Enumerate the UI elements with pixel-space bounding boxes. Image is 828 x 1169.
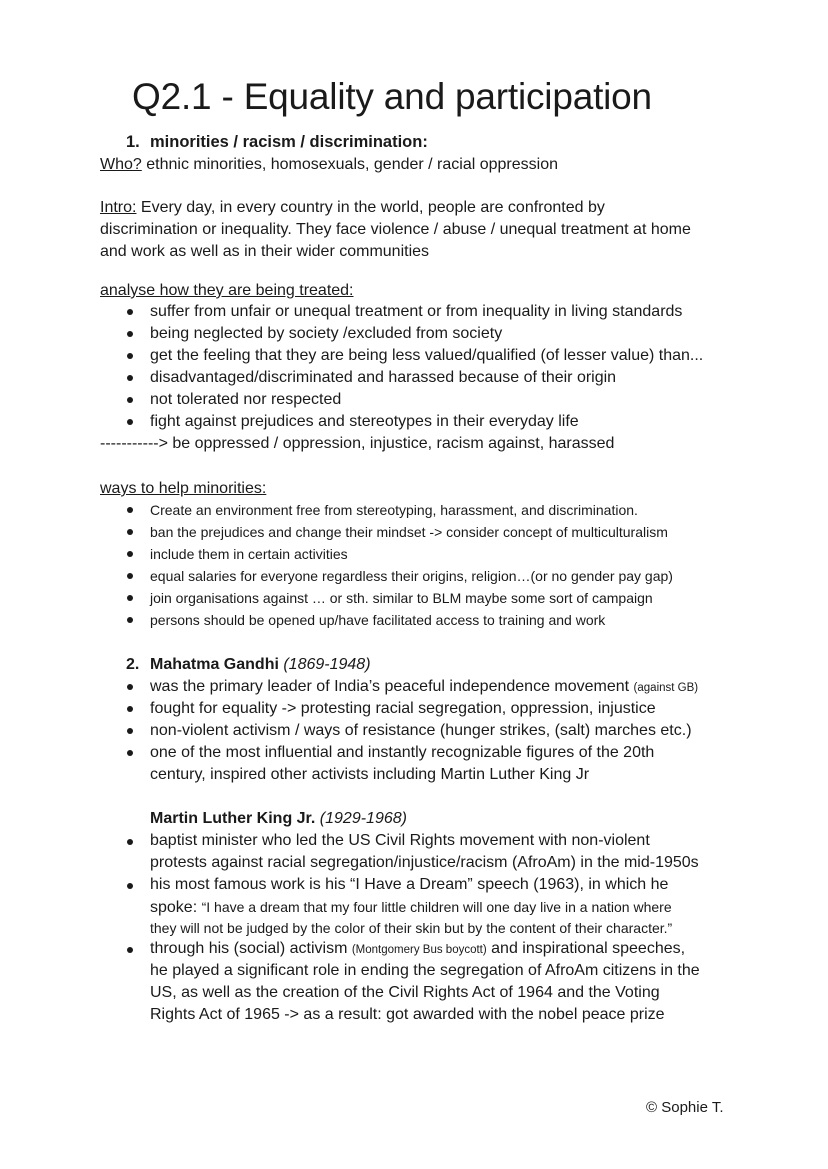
section1-number: 1. [126, 133, 140, 151]
mlk-item-continued: Rights Act of 1965 -> as a result: got awarded with the nobel peace prize [150, 1006, 665, 1023]
mlk-item [150, 939, 685, 960]
mlk-item-continued: US, as well as the creation of the Civil Rights Act of 1964 and the Voting [150, 984, 660, 1001]
mlk-item-continued: protests against racial segregation/injustice/racism (AfroAm) in the mid-1950s [150, 854, 699, 871]
mlk-item-text: through his (social) activism [150, 940, 352, 957]
intro-line: discrimination or inequality. They face violence / abuse / unequal treatment at home [100, 221, 691, 238]
who-line [100, 155, 558, 175]
ways-item: ban the prejudices and change their mindset -> consider concept of multiculturalism [150, 524, 668, 540]
bullet-icon [127, 419, 133, 425]
analyse-item: suffer from unfair or unequal treatment or from inequality in living standards [150, 303, 683, 320]
ways-label: ways to help minorities: [100, 480, 267, 497]
who-text: ethnic minorities, homosexuals, gender / racial oppression [141, 156, 559, 173]
ways-item: Create an environment free from stereotyping, harassment, and discrimination. [150, 502, 638, 518]
bullet-icon [127, 331, 133, 337]
bullet-icon [127, 839, 133, 845]
analyse-item: being neglected by society /excluded from society [150, 325, 503, 342]
gandhi-dates: (1869-1948) [278, 656, 371, 673]
bullet-icon [127, 883, 133, 889]
mlk-item: his most famous work is his “I Have a Dream” speech (1963), in which he [150, 876, 669, 893]
bullet-icon [127, 595, 133, 601]
section2-number: 2. [126, 656, 140, 673]
who-label: Who? [100, 156, 142, 173]
ways-item: include them in certain activities [150, 546, 348, 562]
bullet-icon [127, 353, 133, 359]
mlk-item-text: spoke: [150, 899, 202, 916]
gandhi-item-note: (against GB) [633, 682, 699, 694]
page-title: Q2.1 - Equality and participation [132, 76, 652, 117]
bullet-icon [127, 728, 133, 734]
mlk-item-continued: he played a significant role in ending the segregation of AfroAm citizens in the [150, 962, 700, 979]
intro-text: Every day, in every country in the world, people are confronted by [136, 199, 605, 216]
gandhi-item-text: was the primary leader of India’s peaceful independence movement [150, 678, 634, 695]
gandhi-item: one of the most influential and instantly recognizable figures of the 20th [150, 744, 655, 761]
gandhi-item-continued: century, inspired other activists including Martin Luther King Jr [150, 766, 590, 783]
intro-label: Intro: [100, 199, 137, 216]
analyse-label: analyse how they are being treated: [100, 282, 354, 299]
intro-line [100, 198, 605, 218]
mlk-dates: (1929-1968) [315, 810, 407, 827]
section1-heading: minorities / racism / discrimination: [150, 133, 428, 151]
bullet-icon [127, 750, 133, 756]
gandhi-heading [150, 655, 371, 675]
gandhi-item: non-violent activism / ways of resistance (hunger strikes, (salt) marches etc.) [150, 722, 692, 739]
bullet-icon [127, 507, 133, 513]
bullet-icon [127, 617, 133, 623]
bullet-icon [127, 529, 133, 535]
analyse-item: fight against prejudices and stereotypes in their everyday life [150, 413, 579, 430]
copyright-footer: © Sophie T. [646, 1099, 724, 1116]
bullet-icon [127, 375, 133, 381]
gandhi-item: fought for equality -> protesting racial segregation, oppression, injustice [150, 700, 656, 717]
mlk-name: Martin Luther King Jr. [150, 810, 316, 827]
bullet-icon [127, 309, 133, 315]
bullet-icon [127, 397, 133, 403]
analyse-item: disadvantaged/discriminated and harassed because of their origin [150, 369, 617, 386]
ways-item: persons should be opened up/have facilitated access to training and work [150, 612, 606, 628]
bullet-icon [127, 706, 133, 712]
ways-item: join organisations against … or sth. similar to BLM maybe some sort of campaign [150, 590, 653, 606]
bullet-icon [127, 947, 133, 953]
bullet-icon [127, 551, 133, 557]
mlk-item-continued [150, 897, 672, 918]
mlk-item-note: (Montgomery Bus boycott) [351, 944, 487, 956]
mlk-heading [150, 809, 407, 829]
mlk-quote: “I have a dream that my four little children will one day live in a nation where [201, 899, 672, 915]
mlk-item: baptist minister who led the US Civil Rights movement with non-violent [150, 832, 650, 849]
analyse-item: not tolerated nor respected [150, 391, 342, 408]
ways-item: equal salaries for everyone regardless their origins, religion…(or no gender pay gap) [150, 568, 673, 584]
bullet-icon [127, 573, 133, 579]
gandhi-item [150, 677, 698, 698]
intro-line: and work as well as in their wider communities [100, 243, 430, 260]
analyse-item: get the feeling that they are being less valued/qualified (of lesser value) than... [150, 347, 704, 364]
bullet-icon [127, 684, 133, 690]
gandhi-name: Mahatma Gandhi [150, 656, 279, 673]
mlk-quote-continued: they will not be judged by the color of their skin but by the content of their character.” [150, 920, 673, 936]
arrow-line: -----------> be oppressed / oppression, injustice, racism against, harassed [100, 435, 615, 452]
mlk-item-text: and inspirational speeches, [486, 940, 686, 957]
